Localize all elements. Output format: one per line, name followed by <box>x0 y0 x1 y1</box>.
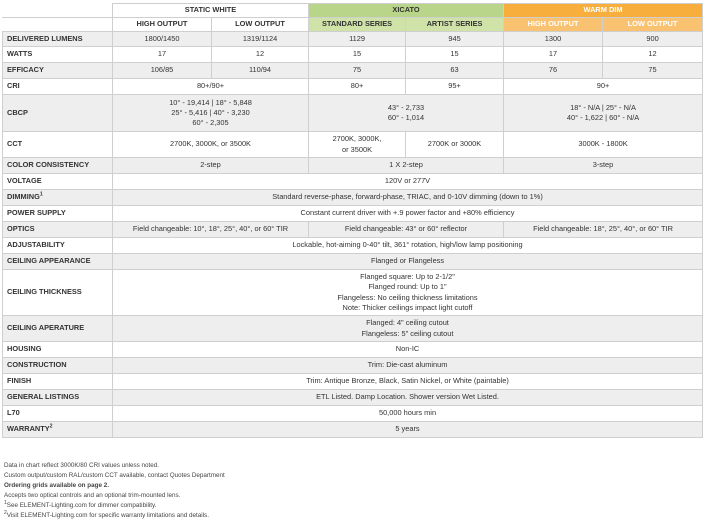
table-cell: Field changeable: 10°, 18°, 25°, 40°, or 60° TIR <box>113 222 309 238</box>
table-row <box>3 63 703 79</box>
table-cell: 900 <box>603 32 703 47</box>
row-label-text: CONSTRUCTION <box>7 360 67 370</box>
row-label-text: CEILING APERATURE <box>7 323 85 333</box>
table-cell: 95+ <box>406 79 504 95</box>
footnote-line <box>4 481 225 491</box>
row-label <box>3 79 113 95</box>
row-label <box>3 95 113 132</box>
table-row <box>3 270 703 316</box>
column-header: HIGH OUTPUT <box>504 18 603 32</box>
table-cell: 945 <box>406 32 504 47</box>
table-cell: Non-IC <box>113 342 703 358</box>
column-header: HIGH OUTPUT <box>113 18 212 32</box>
row-label <box>3 63 113 79</box>
table-cell: 17 <box>113 47 212 63</box>
spec-table-body <box>3 32 703 438</box>
table-cell: 80+/90+ <box>113 79 309 95</box>
table-cell: 3000K - 1800K <box>504 132 703 158</box>
table-cell: 15 <box>309 47 406 63</box>
table-cell: 17 <box>504 47 603 63</box>
table-cell: 110/94 <box>212 63 309 79</box>
table-row <box>3 254 703 270</box>
table-cell: 2700K or 3000K <box>406 132 504 158</box>
table-cell: 43° - 2,733 60° - 1,014 <box>309 95 504 132</box>
table-cell: 2-step <box>113 158 309 174</box>
table-cell: 106/85 <box>113 63 212 79</box>
spec-table <box>2 3 703 438</box>
footnotes <box>4 461 225 520</box>
row-label-text: DIMMING <box>7 192 40 202</box>
table-row <box>3 190 703 206</box>
footnote-text: Data in chart reflect 3000K/80 CRI values unless noted. <box>4 462 160 469</box>
row-label-text: COLOR CONSISTENCY <box>7 160 90 170</box>
row-label-text: OPTICS <box>7 224 35 234</box>
footnote-text: Ordering grids available on page 2. <box>4 481 109 489</box>
footnote-text: Visit ELEMENT-Lighting.com for specific warranty limitations and details. <box>6 511 209 519</box>
column-header: LOW OUTPUT <box>212 18 309 32</box>
table-cell: 63 <box>406 63 504 79</box>
row-label <box>3 190 113 206</box>
table-cell: 76 <box>504 63 603 79</box>
row-label-text: FINISH <box>7 376 32 386</box>
table-cell: 1129 <box>309 32 406 47</box>
table-row <box>3 342 703 358</box>
table-cell: Trim: Antique Bronze, Black, Satin Nickel, or White (paintable) <box>113 374 703 390</box>
footnote-marker: 2 <box>4 509 7 516</box>
footnote-line <box>4 511 225 521</box>
column-group-static-white: STATIC WHITE <box>113 4 309 18</box>
footnote-line <box>4 461 225 471</box>
table-cell: Lockable, hot-aiming 0-40° tilt, 361° rotation, high/low lamp positioning <box>113 238 703 254</box>
table-cell: Flanged or Flangeless <box>113 254 703 270</box>
table-cell: 120V or 277V <box>113 174 703 190</box>
table-cell: 12 <box>603 47 703 63</box>
column-header: ARTIST SERIES <box>406 18 504 32</box>
row-label-text: CCT <box>7 139 23 149</box>
table-cell: 50,000 hours min <box>113 406 703 422</box>
footnote-marker: 1 <box>39 191 43 198</box>
row-label-text: CRI <box>7 81 20 91</box>
column-header: STANDARD SERIES <box>309 18 406 32</box>
table-row <box>3 206 703 222</box>
table-row <box>3 32 703 47</box>
table-cell: Flanged square: Up to 2-1/2" Flanged round: Up to 1" Flangeless: No ceiling thickness limitations Note: Thicker ceilings impact light cutoff <box>113 270 703 316</box>
column-header: LOW OUTPUT <box>603 18 703 32</box>
table-row <box>3 358 703 374</box>
row-label-text: CEILING THICKNESS <box>7 287 82 297</box>
table-row <box>3 222 703 238</box>
header-blank-cell <box>3 18 113 32</box>
table-cell: 1300 <box>504 32 603 47</box>
row-label <box>3 342 113 358</box>
table-cell: 2700K, 3000K, or 3500K <box>113 132 309 158</box>
row-label-text: WATTS <box>7 49 33 59</box>
table-cell: 75 <box>309 63 406 79</box>
table-row <box>3 132 703 158</box>
table-cell: 80+ <box>309 79 406 95</box>
table-cell: ETL Listed. Damp Location. Shower version Wet Listed. <box>113 390 703 406</box>
table-cell: Field changeable: 18°, 25°, 40°, or 60° TIR <box>504 222 703 238</box>
header-blank-cell <box>3 4 113 18</box>
table-cell: Field changeable: 43° or 60° reflector <box>309 222 504 238</box>
table-row <box>3 47 703 63</box>
table-row <box>3 238 703 254</box>
table-row <box>3 95 703 132</box>
row-label-text: CEILING APPEARANCE <box>7 256 91 266</box>
footnote-marker: 1 <box>4 499 7 506</box>
table-cell: 10° - 19,414 | 18° - 5,848 25° - 5,416 | 40° - 3,230 60° - 2,305 <box>113 95 309 132</box>
table-row <box>3 406 703 422</box>
table-cell: 90+ <box>504 79 703 95</box>
row-label-text: WARRANTY <box>7 424 50 434</box>
table-cell: 18° - N/A | 25° - N/A 40° - 1,622 | 60° - N/A <box>504 95 703 132</box>
table-cell: 2700K, 3000K, or 3500K <box>309 132 406 158</box>
column-subheader-row <box>3 18 703 32</box>
row-label-text: VOLTAGE <box>7 176 42 186</box>
row-label <box>3 206 113 222</box>
row-label-text: DELIVERED LUMENS <box>7 33 83 43</box>
table-cell: 1 X 2-step <box>309 158 504 174</box>
row-label-text: ADJUSTABILITY <box>7 240 65 250</box>
spec-table-header <box>3 4 703 32</box>
row-label <box>3 406 113 422</box>
row-label <box>3 254 113 270</box>
column-group-warm-dim: WARM DIM <box>504 4 703 18</box>
table-cell: Constant current driver with +.9 power factor and +80% efficiency <box>113 206 703 222</box>
table-cell: 3-step <box>504 158 703 174</box>
column-group-row <box>3 4 703 18</box>
table-cell: Trim: Die-cast aluminum <box>113 358 703 374</box>
row-label-text: CBCP <box>7 107 28 117</box>
table-cell: 75 <box>603 63 703 79</box>
table-row <box>3 374 703 390</box>
footnote-line <box>4 471 225 481</box>
row-label-text: L70 <box>7 408 20 418</box>
table-row <box>3 79 703 95</box>
row-label-text: POWER SUPPLY <box>7 208 66 218</box>
table-row <box>3 316 703 342</box>
row-label <box>3 358 113 374</box>
table-cell: Flanged: 4" ceiling cutout Flangeless: 5" ceiling cutout <box>113 316 703 342</box>
row-label <box>3 222 113 238</box>
footnote-text: See ELEMENT-Lighting.com for dimmer compatibility. <box>6 501 157 509</box>
footnote-marker: 2 <box>49 423 53 430</box>
footnote-text: Accepts two optical controls and an optional trim-mounted lens. <box>4 491 181 499</box>
row-label <box>3 174 113 190</box>
table-row <box>3 422 703 438</box>
row-label-text: GENERAL LISTINGS <box>7 392 80 402</box>
footnote-line <box>4 501 225 511</box>
table-cell: 15 <box>406 47 504 63</box>
row-label <box>3 238 113 254</box>
row-label <box>3 374 113 390</box>
column-group-xicato: XICATO <box>309 4 504 18</box>
row-label <box>3 158 113 174</box>
row-label <box>3 390 113 406</box>
row-label <box>3 316 113 342</box>
table-row <box>3 390 703 406</box>
row-label-text: EFFICACY <box>7 65 44 75</box>
row-label-text: HOUSING <box>7 344 42 354</box>
footnote-text: Custom output/custom RAL/custom CCT available, contact Quotes Department <box>4 471 225 479</box>
table-row <box>3 158 703 174</box>
table-cell: 1319/1124 <box>212 32 309 47</box>
row-label <box>3 47 113 63</box>
table-cell: 5 years <box>113 422 703 438</box>
row-label <box>3 132 113 158</box>
table-cell: 12 <box>212 47 309 63</box>
table-row <box>3 174 703 190</box>
row-label <box>3 270 113 316</box>
row-label <box>3 422 113 438</box>
table-cell: Standard reverse-phase, forward-phase, TRIAC, and 0-10V dimming (down to 1%) <box>113 190 703 206</box>
row-label <box>3 32 113 47</box>
footnote-line <box>4 491 225 501</box>
table-cell: 1800/1450 <box>113 32 212 47</box>
